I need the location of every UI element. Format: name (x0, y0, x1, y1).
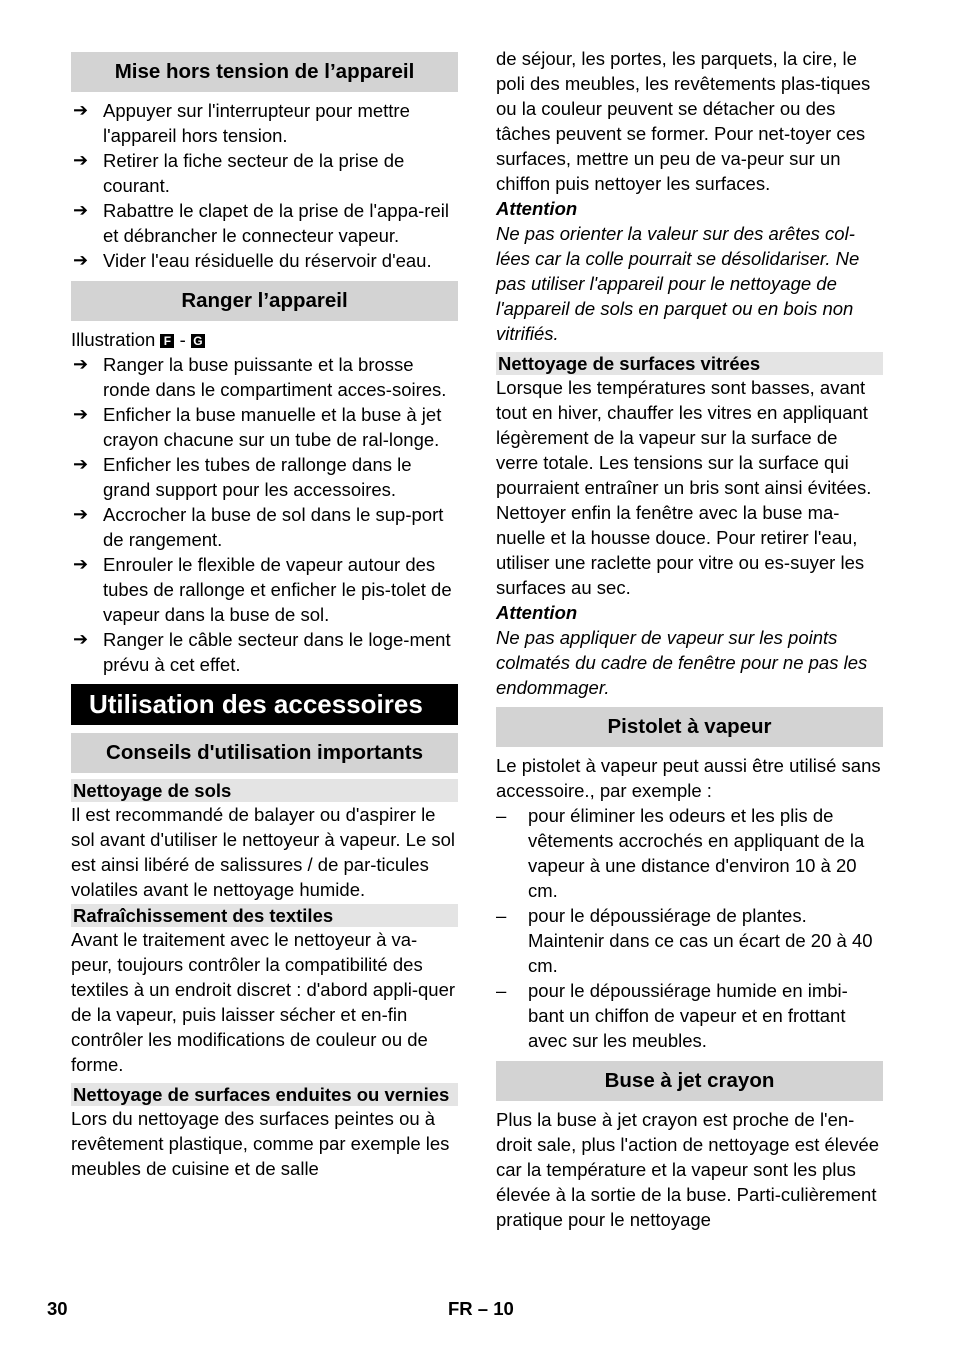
step-text: Appuyer sur l'interrupteur pour mettre l'appareil hors tension. (103, 100, 410, 146)
arrow-right-icon: ➔ (73, 504, 89, 524)
coated-surfaces-continued-text: de séjour, les portes, les parquets, la cire, le poli des meubles, les revêtements plas-tiques ou la couleur peuvent se détacher ou des tâches peuvent se former. Pour net-toyer ces surfaces, mettre un peu de va-peur sur un chiffon puis nettoyer les surfaces. (496, 48, 871, 194)
step-text: Enficher la buse manuelle et la buse à jet crayon chacune sur un tube de ral-longe. (103, 404, 442, 450)
attention-text: Ne pas orienter la valeur sur des arêtes col-lées car la colle pourrait se désolidariser. Ne pas utiliser l'appareil pour le nettoyage de l'appareil de sols en parquet ou en bois non vitrifiés. (496, 223, 860, 344)
step-text: Accrocher la buse de sol dans le sup-port de rangement. (103, 504, 444, 550)
figure-box-g: G (191, 334, 205, 348)
step-item (71, 198, 458, 248)
step-text: Retirer la fiche secteur de la prise de courant. (103, 150, 405, 196)
step-item (71, 402, 458, 452)
step-item (71, 552, 458, 627)
step-item (71, 452, 458, 502)
list-item-text: pour éliminer les odeurs et les plis de vêtements accrochés en appliquant de la vapeur à une distance d'environ 10 à 20 cm. (528, 805, 865, 901)
section-title-store: Ranger l’appareil (71, 281, 458, 321)
power-off-steps (71, 98, 458, 273)
steam-gun-list (496, 803, 883, 1053)
illustration-ref (71, 327, 458, 352)
store-steps (71, 352, 458, 677)
arrow-right-icon: ➔ (73, 354, 89, 374)
arrow-right-icon: ➔ (73, 629, 89, 649)
chapter-title: Utilisation des accessoires (71, 684, 458, 725)
glass-text: Lorsque les températures sont basses, avant tout en hiver, chauffer les vitres en appliquant légèrement de la vapeur sur la surface de verre totale. Les tensions sur la surface qui pourraient entraîner un bris sont ainsi évitées. (496, 377, 872, 498)
step-text: Enficher les tubes de rallonge dans le grand support pour les accessoires. (103, 454, 412, 500)
dash-bullet: – (496, 805, 507, 826)
arrow-right-icon: ➔ (73, 200, 89, 220)
dash-bullet: – (496, 980, 507, 1001)
textiles-text: Avant le traitement avec le nettoyeur à va-peur, toujours contrôler la compatibilité des textiles à un endroit discret : d'abord appli-quer de la vapeur, puis laisser sécher et en-fin contrôler les modifications de couleur ou de forme. (71, 929, 456, 1075)
figure-box-f: F (160, 334, 174, 348)
section-title-pencil-nozzle: Buse à jet crayon (496, 1061, 883, 1101)
step-text: Ranger le câble secteur dans le loge-ment prévu à cet effet. (103, 629, 451, 675)
step-item (71, 248, 458, 273)
arrow-right-icon: ➔ (73, 150, 89, 170)
step-item (71, 98, 458, 148)
steam-gun-intro: Le pistolet à vapeur peut aussi être utilisé sans accessoire., par exemple : (496, 755, 881, 801)
section-title-tips: Conseils d'utilisation importants (71, 733, 458, 773)
step-text: Ranger la buse puissante et la brosse ronde dans le compartiment acces-soires. (103, 354, 447, 400)
list-item-text: pour le dépoussiérage humide en imbi-bant un chiffon de vapeur et en frottant avec sur les meubles. (528, 980, 848, 1051)
arrow-right-icon: ➔ (73, 404, 89, 424)
list-item (496, 903, 883, 978)
list-item (496, 978, 883, 1053)
floors-text: Il est recommandé de balayer ou d'aspirer le sol avant d'utiliser le nettoyeur à vapeur. Le sol est ainsi libéré de salissures / de par-ticules volatiles avant le nettoyage humide. (71, 804, 456, 900)
subsection-title-coated-surfaces: Nettoyage de surfaces enduites ou vernies (71, 1083, 458, 1106)
arrow-right-icon: ➔ (73, 454, 89, 474)
pencil-nozzle-text: Plus la buse à jet crayon est proche de l'en-droit sale, plus l'action de nettoyage est élevée car la température et la vapeur sont les plus élevée à la sortie de la buse. Parti-culièrement pratique pour le nettoyage (496, 1109, 880, 1230)
left-column (71, 52, 458, 1181)
step-text: Enrouler le flexible de vapeur autour des tubes de rallonge et enficher le pis-tolet de vapeur dans la buse de sol. (103, 554, 452, 625)
subsection-title-glass: Nettoyage de surfaces vitrées (496, 352, 883, 375)
dash-bullet: – (496, 905, 507, 926)
subsection-title-textiles: Rafraîchissement des textiles (71, 904, 458, 927)
step-item (71, 627, 458, 677)
step-text: Vider l'eau résiduelle du réservoir d'eau. (103, 250, 432, 271)
section-title-power-off: Mise hors tension de l’appareil (71, 52, 458, 92)
step-text: Rabattre le clapet de la prise de l'appa-reil et débrancher le connecteur vapeur. (103, 200, 449, 246)
section-title-steam-gun: Pistolet à vapeur (496, 707, 883, 747)
step-item (71, 502, 458, 552)
attention-label: Attention (496, 602, 578, 623)
glass-text-2: Nettoyer enfin la fenêtre avec la buse ma-nuelle et la housse douce. Pour retirer l'eau, utiliser une raclette pour vitre ou es-suyer les surfaces au sec. (496, 502, 865, 598)
attention-text: Ne pas appliquer de vapeur sur les points colmatés du cadre de fenêtre pour ne pas les endommager. (496, 627, 868, 698)
list-item-text: pour le dépoussiérage de plantes. Maintenir dans ce cas un écart de 20 à 40 cm. (528, 905, 873, 976)
arrow-right-icon: ➔ (73, 554, 89, 574)
arrow-right-icon: ➔ (73, 100, 89, 120)
list-item (496, 803, 883, 903)
coated-surfaces-text: Lors du nettoyage des surfaces peintes ou à revêtement plastique, comme par exemple les meubles de cuisine et de salle (71, 1108, 450, 1179)
illustration-label: Illustration (71, 329, 156, 350)
page-number: 30 (47, 1298, 68, 1319)
arrow-right-icon: ➔ (73, 250, 89, 270)
right-column (496, 46, 883, 1232)
illustration-separator: - (179, 329, 186, 350)
step-item (71, 352, 458, 402)
step-item (71, 148, 458, 198)
subsection-title-floors: Nettoyage de sols (71, 779, 458, 802)
attention-label: Attention (496, 198, 578, 219)
language-page-label: FR – 10 (448, 1298, 514, 1319)
